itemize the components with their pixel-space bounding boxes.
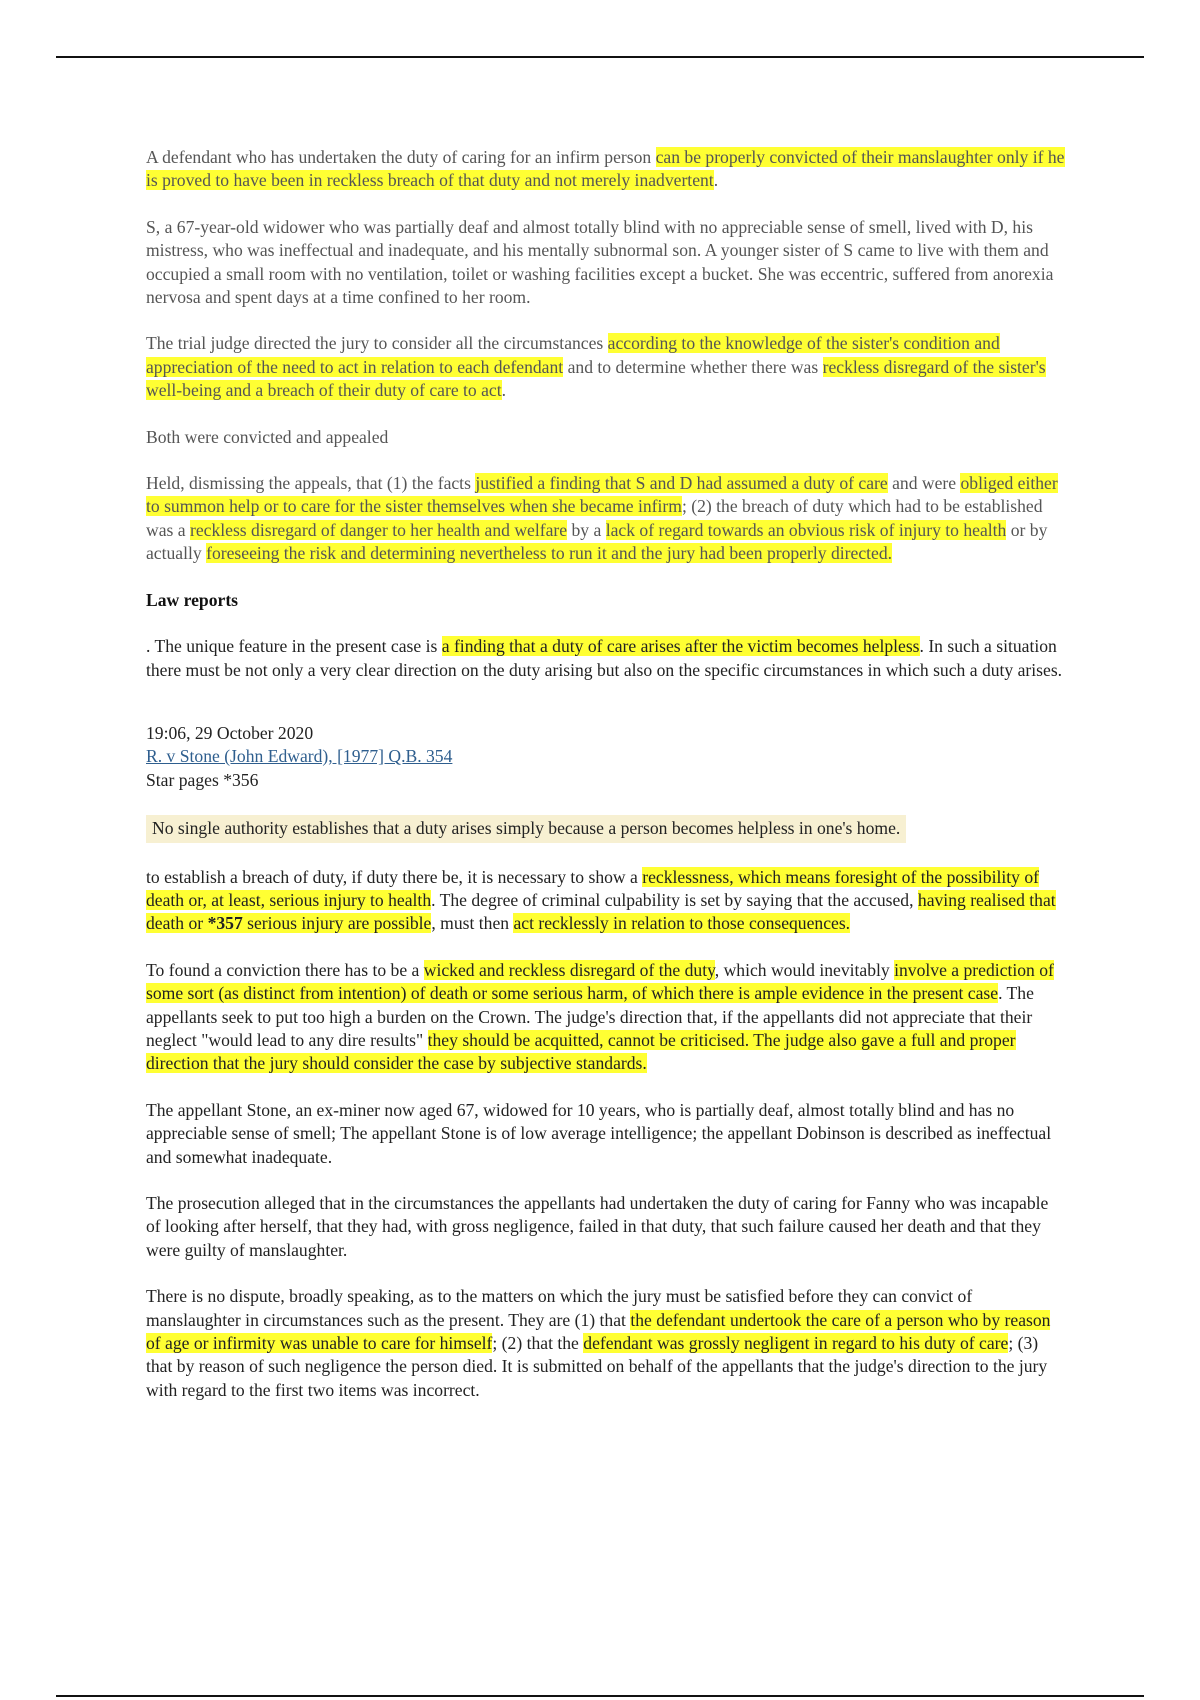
star-pages: Star pages *356 (146, 769, 259, 790)
highlighted-text: involve a prediction of some sort (as distinct from intention) of death or some serious harm, of which there is ample evidence in the present case (146, 959, 1054, 1004)
text-span: and to determine whether there was (563, 356, 823, 377)
text-span: To found a conviction there has to be a (146, 959, 424, 980)
star-page-marker: *357 (207, 913, 243, 934)
text-span: The trial judge directed the jury to consider all the circumstances (146, 333, 608, 354)
section-heading: Law reports (146, 589, 239, 610)
highlighted-text: recklessness, which means foresight of the possibility of death or, at least, serious injury to health (146, 866, 1039, 910)
highlighted-text: act recklessly in relation to those consequences. (513, 913, 851, 934)
header-rule (56, 56, 1144, 58)
paragraph-dispute (146, 1285, 1066, 1402)
paragraph-convicted: Both were convicted and appealed (146, 426, 389, 447)
text-span: . (501, 380, 507, 401)
case-citation-link[interactable]: R. v Stone (John Edward), [1977] Q.B. 354 (146, 746, 453, 767)
text-span: to establish a breach of duty, if duty there be, it is necessary to show a (146, 866, 643, 887)
highlighted-text: justified a finding that S and D had assumed a duty of care (475, 473, 888, 494)
highlighted-text: can be properly convicted of their manslaughter only if he is proved to have been in reckless breach of that duty and not merely inadvertent (146, 147, 1065, 191)
text-span: . In such a situation there must be not only a very clear direction on the duty arising but also on the specific circumstances in which such a duty arises. (146, 636, 1063, 680)
paragraph-appellant: The appellant Stone, an ex-miner now aged 67, widowed for 10 years, who is partially deaf, almost totally blind and has no appreciable sense of smell; The appellant Stone is of low average intelligence; the appellant Dobinson is described as ineffectual and somewhat inadequate. (146, 1099, 1052, 1167)
text-span: ; (2) the breach of duty which had to be established was a (146, 496, 1043, 540)
paragraph-conviction (146, 959, 1066, 1076)
highlighted-text: they should be acquitted, cannot be criticised. The judge also gave a full and proper direction that the jury should consider the case by subjective standards. (146, 1029, 1016, 1074)
highlighted-text: obliged either to summon help or to care for the sister themselves when she became infirm (146, 473, 1058, 517)
text-span: ; (2) that the (492, 1333, 584, 1354)
highlighted-text: the defendant undertook the care of a person who by reason of age or infirmity was unable to care for himself (146, 1309, 1051, 1354)
paragraph-summary (146, 146, 1066, 193)
highlighted-text: serious injury are possible (242, 913, 432, 934)
text-span: ; (3) that by reason of such negligence the person died. It is submitted on behalf of the appellants that the judge's direction to the jury with regard to the first two items was incorrect. (146, 1333, 1048, 1400)
text-span: . The unique feature in the present case is (146, 636, 442, 657)
text-span: by a (567, 519, 606, 540)
timestamp: 19:06, 29 October 2020 (146, 722, 314, 743)
highlighted-text: a finding that a duty of care arises after the victim becomes helpless (441, 636, 920, 657)
footer-rule (56, 1695, 1144, 1697)
highlighted-text: foreseeing the risk and determining nevertheless to run it and the jury had been properly directed. (206, 543, 893, 564)
text-span: and were (887, 473, 961, 494)
highlighted-text: lack of regard towards an obvious risk of injury to health (605, 519, 1007, 540)
text-span: . The appellants seek to put too high a burden on the Crown. The judge's direction that, if the appellants did not appreciate that their neglect "would lead to any dire results" (146, 983, 1034, 1050)
source-metadata (146, 722, 1066, 792)
paragraph-breach (146, 866, 1066, 936)
text-span: . The degree of criminal culpability is set by saying that the accused, (431, 889, 918, 910)
paragraph-direction (146, 332, 1066, 402)
paragraph-held (146, 472, 1066, 566)
text-span: There is no dispute, broadly speaking, as to the matters on which the jury must be satisfied before they can convict of manslaughter in circumstances such as the present. They are (1) that (146, 1286, 973, 1330)
document-body (146, 146, 1066, 1425)
paragraph-prosecution: The prosecution alleged that in the circumstances the appellants had undertaken the duty of caring for Fanny who was incapable of looking after herself, that they had, with gross negligence, failed in that duty, that such failure caused her death and that they were guilty of manslaughter. (146, 1193, 1049, 1260)
text-span: Held, dismissing the appeals, that (1) the facts (146, 473, 476, 494)
text-span: . (713, 170, 719, 191)
text-span: , which would inevitably (714, 959, 895, 980)
text-span: A defendant who has undertaken the duty of caring for an infirm person (146, 147, 656, 167)
paragraph-facts: S, a 67-year-old widower who was partially deaf and almost totally blind with no appreciable sense of smell, lived with D, his mistress, who was ineffectual and inadequate, and his mentally subnormal son. A younger sister of S came to live with them and occupied a small room with no ventilation, toilet or washing facilities except a bucket. She was eccentric, suffered from anorexia nervosa and spent days at a time confined to her room. (146, 216, 1054, 308)
note-callout (146, 815, 1066, 842)
text-span: , must then (431, 913, 514, 934)
highlighted-text: reckless disregard of danger to her health and welfare (189, 519, 568, 540)
text-span: or by actually (146, 519, 1048, 564)
highlighted-text: according to the knowledge of the sister's condition and appreciation of the need to act in relation to each defendant (146, 333, 1000, 377)
note-text: No single authority establishes that a duty arises simply because a person becomes helpless in one's home. (146, 815, 906, 842)
highlighted-text: defendant was grossly negligent in regard to his duty of care (583, 1333, 1009, 1354)
highlighted-text: reckless disregard of the sister's well-being and a breach of their duty of care to act (146, 356, 1046, 401)
highlighted-text: having realised that death or (146, 889, 1056, 934)
paragraph-unique-feature (146, 635, 1066, 682)
highlighted-text: wicked and reckless disregard of the duty (423, 959, 715, 980)
